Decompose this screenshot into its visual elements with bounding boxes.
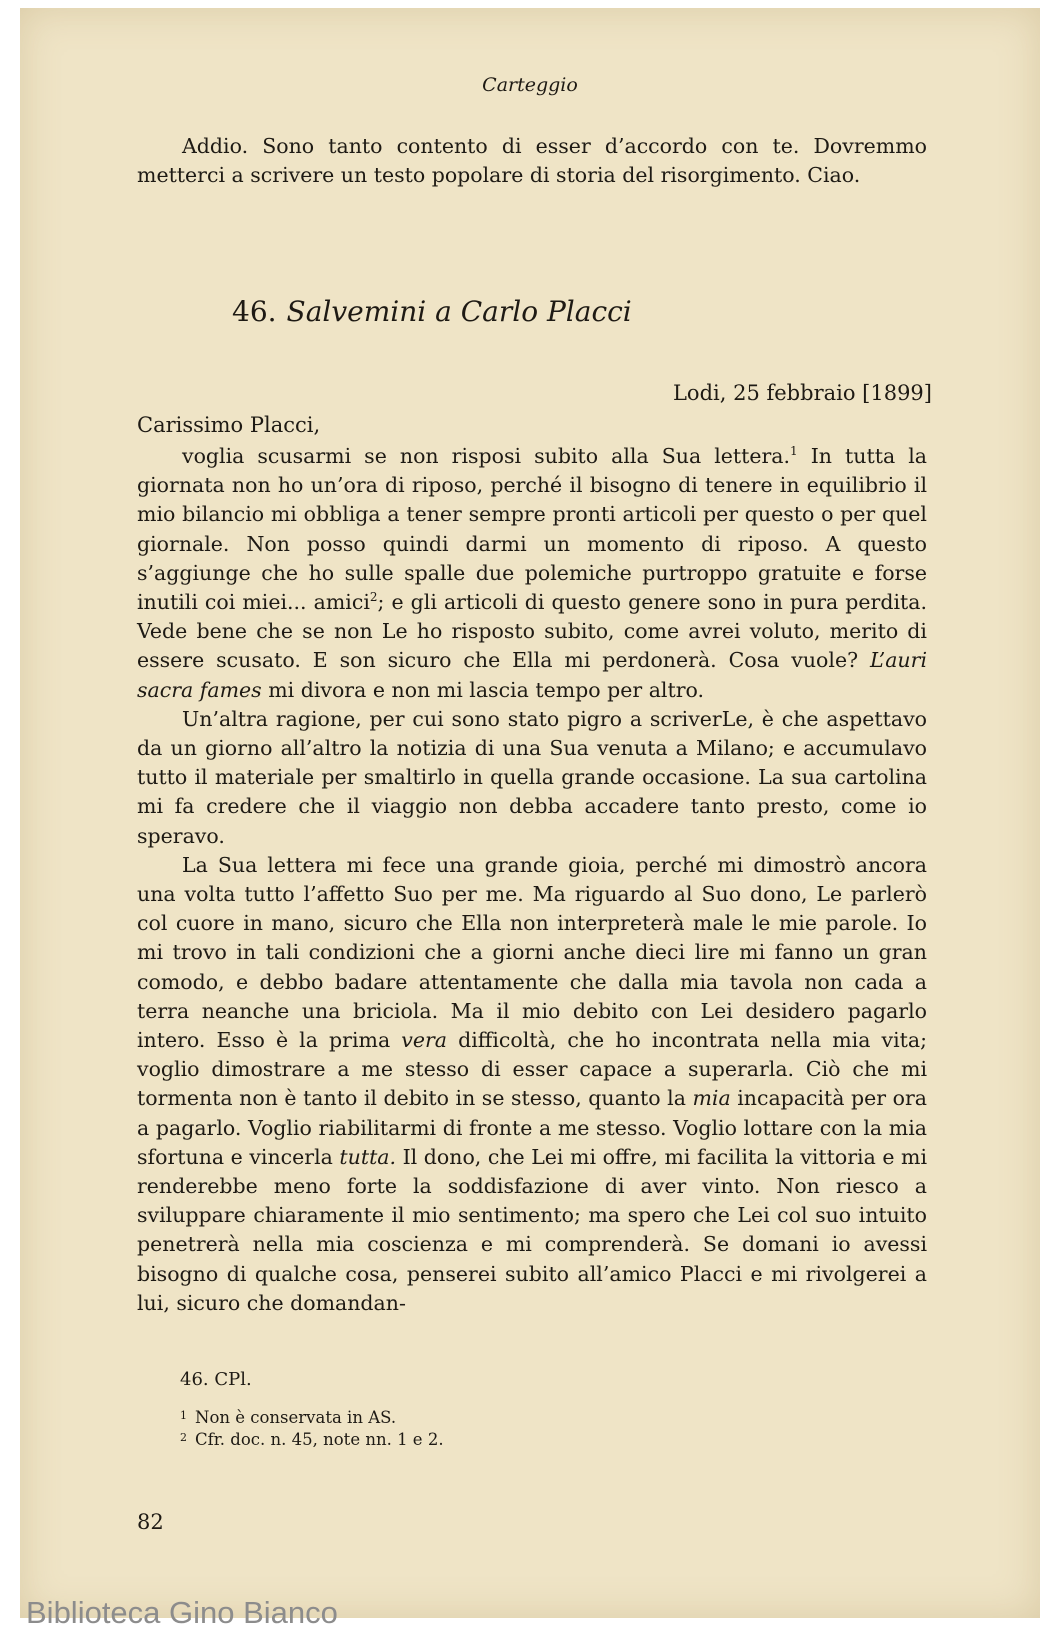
- footnote-2: [180, 1428, 444, 1450]
- letter-dateline: Lodi, 25 febbraio [1899]: [672, 381, 932, 405]
- letter-salutation: Carissimo Placci,: [137, 413, 321, 437]
- footnote-source: 46. CPl.: [180, 1369, 252, 1390]
- page-number: 82: [137, 1510, 164, 1534]
- p1-text-d: mi divora e non mi lascia tempo per altro.: [261, 677, 705, 702]
- footnote-text: Cfr. doc. n. 45, note nn. 1 e 2.: [195, 1430, 444, 1449]
- p1-text-c: ; e gli articoli di questo genere sono in pura perdita. Vede bene che se non Le ho risposto subito, come avrei voluto, merito di essere scusato. E son sicuro che Ella mi perdonerà. Cosa vuole?: [137, 590, 928, 673]
- library-watermark: Biblioteca Gino Bianco: [26, 1595, 338, 1630]
- p1-text-b: In tutta la giornata non ho un’ora di riposo, perché il bisogno di tenere in equilibrio il mio bilancio mi obbliga a tener sempre pronti articoli per questo o per quel giornale. Non posso quindi darmi un momento di riposo. A questo s’aggiunge che ho sulle spalle due polemiche purtroppo gratuite e forse inutili coi miei... amici: [137, 444, 927, 615]
- letter-number: 46.: [232, 295, 277, 328]
- letter-paragraph-1: [137, 442, 927, 705]
- footnote-ref-1: 1: [790, 444, 798, 458]
- latin-quote: L’auri sacra fames: [137, 648, 927, 702]
- footnote-1: [180, 1406, 444, 1428]
- previous-letter-paragraph: Addio. Sono tanto contento di esser d’accordo con te. Dovremmo metterci a scrivere un testo popolare di storia del risorgimento. Ciao.: [137, 134, 927, 188]
- p3-text-d: Il dono, che Lei mi offre, mi facilita la vittoria e mi renderebbe meno forte la soddisfazione di aver vinto. Non riesco a sviluppare chiaramente il mio sentimento; ma spero che Lei col suo intuito penetrerà nella mia coscienza e mi comprenderà. Se domani io avessi bisogno di qualche cosa, penserei subito all’amico Placci e mi rivolgerei a lui, sicuro che domandan-: [137, 1144, 927, 1315]
- letter-title: Salvemini a Carlo Placci: [286, 295, 632, 328]
- footnote-mark: 2: [180, 1431, 187, 1444]
- p3-text-b: difficoltà, che ho incontrata nella mia vita; voglio dimostrare a me stesso di esser capace a superarla. Ciò che mi tormenta non è tanto il debito in se stesso, quanto la: [137, 1028, 928, 1111]
- previous-letter-closing: [137, 132, 927, 190]
- letter-body: [137, 442, 927, 1318]
- running-head: Carteggio: [482, 74, 578, 96]
- footnote-text: Non è conservata in AS.: [195, 1408, 397, 1427]
- p3-text-a: La Sua lettera mi fece una grande gioia, perché mi dimostrò ancora una volta tutto l’affetto Suo per me. Ma riguardo al Suo dono, Le parlerò col cuore in mano, sicuro che Ella non interpreterà male le mie parole. Io mi trovo in tali condizioni che a giorni anche dieci lire mi fanno un gran comodo, e debbo badare attentamente che dalla mia tavola non cada a terra neanche una briciola. Ma il mio debito con Lei desidero pagarlo intero. Esso è la prima: [137, 852, 927, 1053]
- footnotes: [180, 1406, 444, 1450]
- emphasis-vera: vera: [401, 1028, 447, 1053]
- p1-text-a: voglia scusarmi se non risposi subito alla Sua lettera.: [182, 444, 791, 468]
- letter-heading: [232, 295, 632, 328]
- letter-paragraph-3: [137, 851, 927, 1318]
- footnote-ref-2: 2: [369, 590, 378, 605]
- book-page: [20, 8, 1040, 1618]
- p3-text-c: incapacità per ora a pagarlo. Voglio riabilitarmi di fronte a me stesso. Voglio lottare con la mia sfortuna e vincerla: [137, 1086, 927, 1169]
- footnote-mark: 1: [180, 1409, 187, 1422]
- emphasis-mia: mia: [692, 1086, 731, 1111]
- emphasis-tutta: tutta.: [339, 1144, 397, 1169]
- letter-paragraph-2: Un’altra ragione, per cui sono stato pigro a scriverLe, è che aspettavo da un giorno all’altro la notizia di una Sua venuta a Milano; e accumulavo tutto il materiale per smaltirlo in quella grande occasione. La sua cartolina mi fa credere che il viaggio non debba accadere tanto presto, come io speravo.: [137, 706, 927, 848]
